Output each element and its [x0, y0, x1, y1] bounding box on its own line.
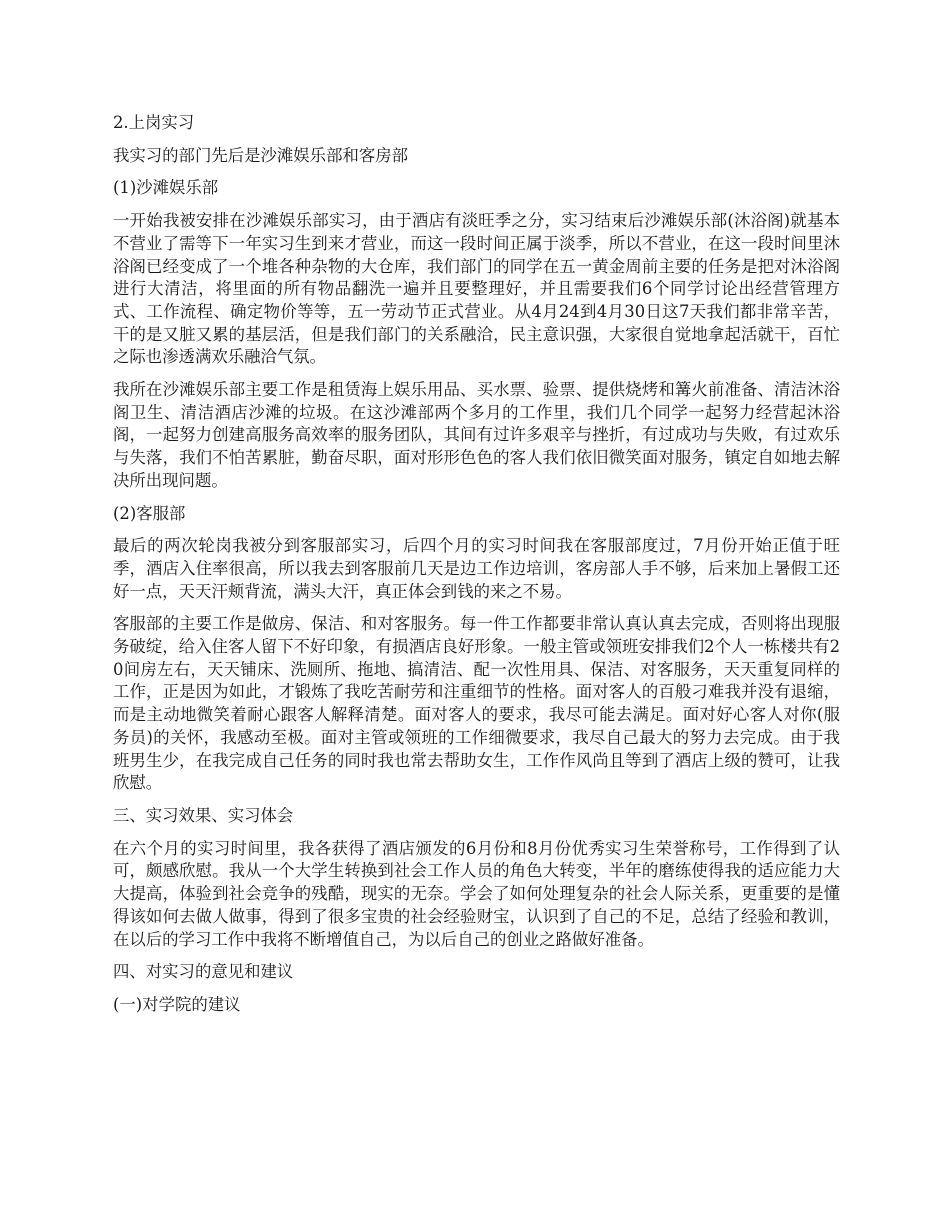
paragraph: 客服部的主要工作是做房、保洁、和对客服务。每一件工作都要非常认真认真去完成，否则将出现服务破绽，给入住客人留下不好印象，有损酒店良好形象。一般主管或领班安排我们2个人一栋楼共有20间房左右，天天铺床、洗厕所、拖地、搞清洁、配一次性用具、保洁、对客服务，天天重复同样的工作，正是因为如此，才锻炼了我吃苦耐劳和注重细节的性格。面对客人的百般刁难我并没有退缩，而是主动地微笑着耐心跟客人解释清楚。面对客人的要求，我尽可能去满足。面对好心客人对你(服务员)的关怀，我感动至极。面对主管或领班的工作细微要求，我尽自己最大的努力去完成。由于我班男生少，在我完成自己任务的同时我也常去帮助女生，工作作风尚且等到了酒店上级的赞可，让我欣慰。 — [113, 614, 840, 793]
document-page — [113, 108, 840, 1027]
subsection-heading: (1)沙滩娱乐部 — [113, 178, 219, 198]
section-heading: 三、实习效果、实习体会 — [113, 805, 294, 825]
paragraph: 最后的两次轮岗我被分到客服部实习，后四个月的实习时间我在客服部度过，7月份开始正值于旺季，酒店入住率很高，所以我去到客服前几天是边工作边培训，客房部人手不够，后来加上暑假工还好一点，天天汗颊背流，满头大汗，真正体会到钱的来之不易。 — [113, 536, 840, 601]
paragraph: 我实习的部门先后是沙滩娱乐部和客房部 — [113, 145, 409, 165]
subsection-heading: (2)客服部 — [113, 503, 186, 523]
section-heading: 2.上岗实习 — [113, 113, 195, 132]
paragraph: 我所在沙滩娱乐部主要工作是租赁海上娱乐用品、买水票、验票、提供烧烤和篝火前准备、清洁沐浴阁卫生、清洁酒店沙滩的垃圾。在这沙滩部两个多月的工作里，我们几个同学一起努力经营起沐浴阁，一起努力创建高服务高效率的服务团队，其间有过许多艰辛与挫折，有过成功与失败，有过欢乐与失落，我们不怕苦累脏，勤奋尽职，面对形形色色的客人我们依旧微笑面对服务，镇定自如地去解决所出现问题。 — [113, 380, 840, 490]
paragraph: 一开始我被安排在沙滩娱乐部实习，由于酒店有淡旺季之分，实习结束后沙滩娱乐部(沐浴阁)就基本不营业了需等下一年实习生到来才营业，而这一段时间正属于淡季，所以不营业，在这一段时间里沐浴阁已经变成了一个堆各种杂物的大仓库，我们部门的同学在五一黄金周前主要的任务是把对沐浴阁进行大清洁，将里面的所有物品翻洗一遍并且要整理好，并且需要我们6个同学讨论出经营管理方式、工作流程、确定物价等等，五一劳动节正式营业。从4月24到4月30日这7天我们都非常辛苦，干的是又脏又累的基层活，但是我们部门的关系融洽，民主意识强，大家很自觉地拿起活就干，百忙之际也渗透满欢乐融洽气氛。 — [113, 211, 840, 367]
paragraph: 在六个月的实习时间里，我各获得了酒店颁发的6月份和8月份优秀实习生荣誉称号，工作得到了认可，颇感欣慰。我从一个大学生转换到社会工作人员的角色大转变，半年的磨练使得我的适应能力大大提高，体验到社会竞争的残酷，现实的无奈。学会了如何处理复杂的社会人际关系，更重要的是懂得该如何去做人做事，得到了很多宝贵的社会经验财宝，认识到了自己的不足，总结了经验和教训，在以后的学习工作中我将不断增值自己，为以后自己的创业之路做好准备。 — [113, 838, 840, 949]
section-heading: 四、对实习的意见和建议 — [113, 962, 294, 982]
subsection-heading: (一)对学院的建议 — [113, 994, 241, 1014]
